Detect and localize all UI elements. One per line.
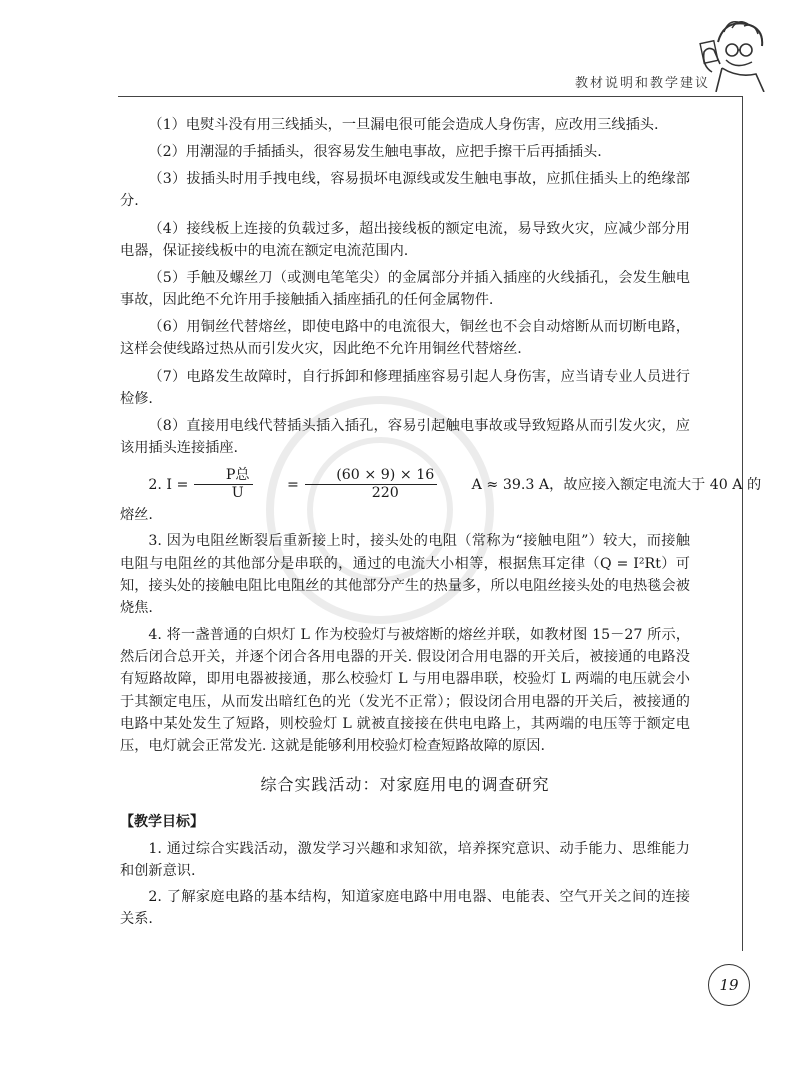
fraction-numerator: P总 bbox=[194, 467, 252, 485]
goal-item-2: 2. 了解家庭电路的基本结构，知道家庭电路中用电器、电能表、空气开关之间的连接关系. bbox=[120, 889, 690, 928]
fraction-denominator: 220 bbox=[371, 485, 399, 502]
answer-4: 4. 将一盏普通的白炽灯 L 作为校验灯与被熔断的熔丝并联，如教材图 15－27 所示，然后闭合总开关，并逐个闭合各用电器的开关. 假设闭合用电器的开关后，被接通的电路没有短路故障，即用电器被接通，那么校验灯 L 与用电器串联，校验灯 L 两端的电压就会小于其额定电压，从而发出暗红色的光（发光不正常）；假设闭合用电器的开关后，被接通的电路中某处发生了短路，则校验灯 L 就被直接接在供电电路上，其两端的电压等于额定电压，电灯就会正常发光. 这就是能够利用校验灯检查短路故障的原因. bbox=[120, 627, 690, 754]
formula-continuation: 熔丝. bbox=[120, 507, 153, 524]
answer-item-1: （1）电熨斗没有用三线插头，一旦漏电很可能会造成人身伤害，应改用三线插头. bbox=[148, 117, 659, 133]
power-over-voltage-fraction bbox=[194, 467, 252, 502]
goal-item-1: 1. 通过综合实践活动，激发学习兴趣和求知欲，培养探究意识、动手能力、思维能力和创新意识. bbox=[120, 840, 690, 879]
answer-item-8: （8）直接用电线代替插头插入插孔，容易引起触电事故或导致短路从而引发火灾，应该用插头连接插座. bbox=[120, 417, 690, 457]
goals-heading: 【教学目标】 bbox=[120, 813, 204, 830]
answer-item-3: （3）拔插头时用手拽电线，容易损坏电源线或发生触电事故，应抓住插头上的绝缘部分. bbox=[120, 171, 690, 210]
fraction-denominator: U bbox=[231, 485, 244, 502]
page-number: 19 bbox=[708, 964, 750, 1006]
numeric-fraction bbox=[305, 467, 437, 502]
section-title: 综合实践活动：对家庭用电的调查研究 bbox=[260, 774, 550, 794]
page-body bbox=[120, 114, 762, 934]
current-formula bbox=[120, 467, 762, 502]
formula-prefix: 2. I = bbox=[148, 476, 189, 493]
answer-item-4: （4）接线板上连接的负载过多，超出接线板的额定电流，易导致火灾，应减少部分用电器，保证接线板中的电流在额定电流范围内. bbox=[120, 220, 690, 259]
formula-result: A ≈ 39.3 A，故应接入额定电流大于 40 A 的 bbox=[471, 476, 762, 493]
answer-item-6: （6）用铜丝代替熔丝，即使电路中的电流很大，铜丝也不会自动熔断从而切断电路，这样会使线路过热从而引发火灾，因此绝不允许用铜丝代替熔丝. bbox=[120, 319, 690, 358]
answer-3: 3. 因为电阻丝断裂后重新接上时，接头处的电阻（常称为“接触电阻”）较大，而接触电阻与电阻丝的其他部分是串联的，通过的电流大小相等，根据焦耳定律（Q = I²Rt）可知，接头处的接触电阻比电阻丝的其他部分产生的热量多，所以电阻丝接头处的电热毯会被烧焦. bbox=[120, 533, 690, 616]
formula-equals: = bbox=[286, 476, 299, 493]
header-divider bbox=[118, 96, 743, 97]
answer-item-5: （5）手触及螺丝刀（或测电笔笔尖）的金属部分并插入插座的火线插孔，会发生触电事故，因此绝不允许用手接触插入插座插孔的任何金属物件. bbox=[120, 269, 690, 309]
fraction-numerator: (60 × 9) × 16 bbox=[305, 467, 437, 485]
margin-divider bbox=[742, 96, 743, 951]
running-header: 教材说明和教学建议 bbox=[574, 76, 710, 91]
answer-item-2: （2）用潮湿的手插插头，很容易发生触电事故，应把手擦干后再插插头. bbox=[148, 144, 602, 161]
answer-item-7: （7）电路发生故障时，自行拆卸和修理插座容易引起人身伤害，应当请专业人员进行检修. bbox=[120, 368, 690, 407]
